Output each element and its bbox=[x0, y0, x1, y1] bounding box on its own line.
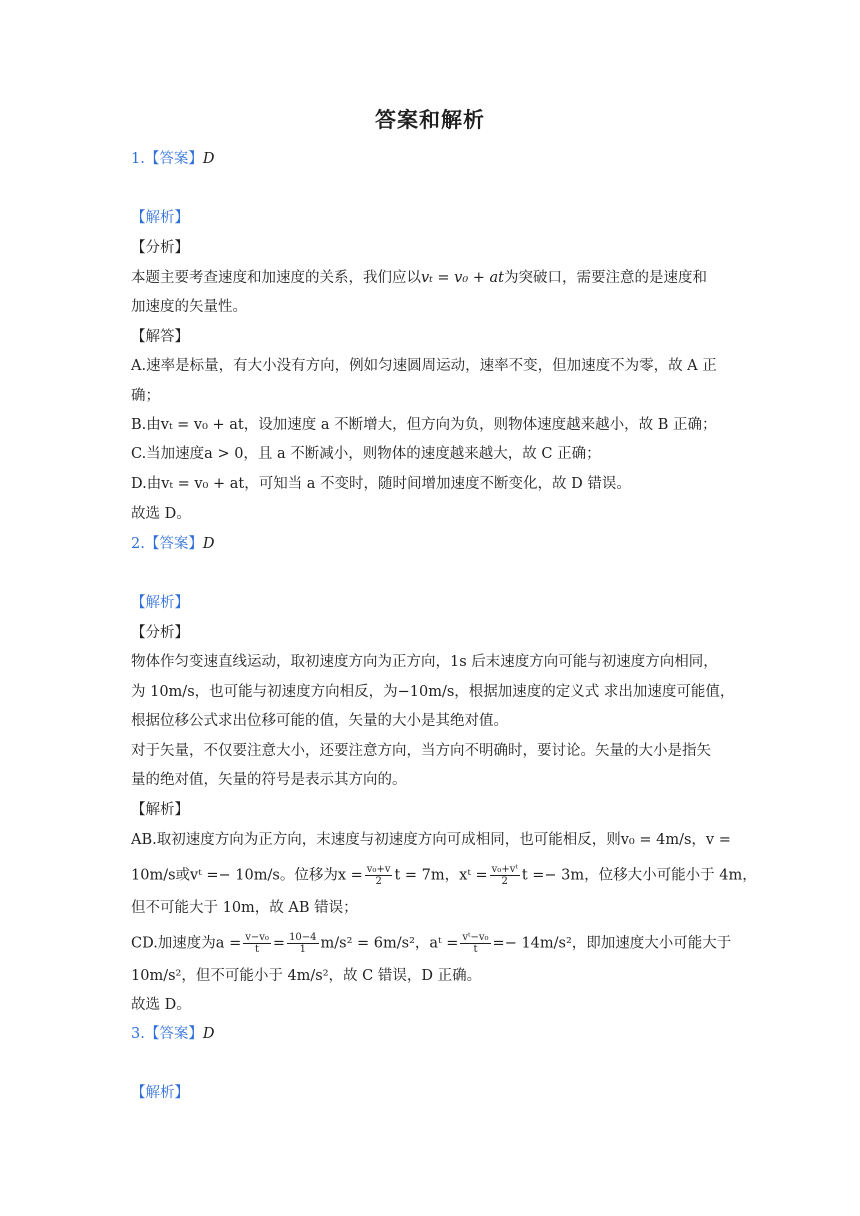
q2-number: 2. bbox=[131, 536, 145, 552]
q2-cd-fraction-2-den: 1 bbox=[299, 944, 306, 955]
q2-ab-line1: AB.取初速度方向为正方向，末速度与初速度方向可成相同，也可能相反，则v₀ = 4m/s，v = bbox=[131, 832, 731, 848]
q2-ab-fraction-2 bbox=[490, 864, 520, 887]
q2-fenxi-p5: 量的绝对值，矢量的符号是表示其方向的。 bbox=[131, 772, 407, 788]
q2-cd-line2: 10m/s²，但不可能小于 4m/s²，故 C 错误，D 正确。 bbox=[131, 968, 482, 984]
q1-fenxi-heading: 【分析】 bbox=[131, 240, 189, 256]
q2-ab-fraction-2-num: v₀+vᵗ bbox=[491, 864, 518, 875]
q2-cd-fraction-1 bbox=[243, 932, 271, 955]
q3-answer-value: D bbox=[202, 1026, 215, 1042]
q3-jiexi-heading: 【解析】 bbox=[131, 1085, 189, 1101]
q2-cd-text-b: = bbox=[272, 935, 286, 952]
q1-option-a-line1: A.速率是标量，有大小没有方向，例如匀速圆周运动，速率不变，但加速度不为零，故 A 正 bbox=[131, 358, 717, 374]
q2-fenxi-p3: 根据位移公式求出位移可能的值，矢量的大小是其绝对值。 bbox=[131, 713, 508, 729]
q1-jiexi-heading: 【解析】 bbox=[131, 210, 189, 226]
q2-cd-fraction-3-num: vᵗ−v₀ bbox=[462, 932, 489, 943]
q2-ab-fraction-1 bbox=[365, 864, 393, 887]
q1-option-d: D.由vₜ = v₀ + at，可知当 a 不变时，随时间增加速度不断变化，故 D 错误。 bbox=[131, 476, 631, 492]
q2-jiexi2-heading: 【解析】 bbox=[131, 802, 189, 818]
q1-answer-header bbox=[131, 149, 214, 169]
q2-cd-fraction-3 bbox=[460, 932, 490, 955]
q2-cd-fraction-2-num: 10−4 bbox=[289, 932, 317, 943]
q2-cd-fraction-1-num: v−v₀ bbox=[245, 932, 269, 943]
q1-number: 1. bbox=[131, 151, 145, 167]
q1-jieda-heading: 【解答】 bbox=[131, 329, 189, 345]
q2-ab-line2 bbox=[131, 864, 757, 887]
q1-choose: 故选 D。 bbox=[131, 506, 191, 522]
q2-ab-fraction-1-num: v₀+v bbox=[366, 864, 391, 875]
q1-answer-value: D bbox=[202, 151, 215, 167]
q3-number: 3. bbox=[131, 1026, 145, 1042]
q3-answer-tag: 【答案】 bbox=[144, 1026, 203, 1042]
q2-cd-text-d: =− 14m/s²，即加速度大小可能大于 bbox=[492, 935, 732, 952]
q2-cd-text-a: CD.加速度为a = bbox=[131, 935, 242, 952]
q1-fenxi-text-b: 为突破口，需要注意的是速度和 bbox=[503, 270, 707, 286]
q3-answer-header bbox=[131, 1024, 214, 1044]
q2-cd-line1 bbox=[131, 932, 731, 955]
q1-fenxi-formula: vₜ = v₀ + at bbox=[421, 270, 504, 286]
q2-ab-fraction-2-den: 2 bbox=[501, 876, 508, 887]
q2-cd-fraction-2 bbox=[287, 932, 318, 955]
q2-answer-value: D bbox=[202, 536, 215, 552]
q2-ab-text-b: t = 7m，xᵗ = bbox=[394, 867, 488, 884]
q1-fenxi-line1 bbox=[131, 268, 707, 288]
q1-option-b: B.由vₜ = v₀ + at，设加速度 a 不断增大，但方向为负，则物体速度越来越小，故 B 正确； bbox=[131, 417, 717, 433]
q2-ab-fraction-1-den: 2 bbox=[375, 876, 382, 887]
q2-fenxi-p4: 对于矢量，不仅要注意大小，还要注意方向，当方向不明确时，要讨论。矢量的大小是指矢 bbox=[131, 743, 711, 759]
q2-cd-text-c: m/s² = 6m/s²，aᵗ = bbox=[320, 935, 459, 952]
q2-cd-fraction-1-den: t bbox=[255, 944, 260, 955]
q2-answer-tag: 【答案】 bbox=[144, 536, 203, 552]
page-title: 答案和解析 bbox=[375, 107, 485, 132]
q2-ab-text-a: 10m/s或vᵗ =− 10m/s。位移为x = bbox=[131, 867, 363, 884]
q1-option-c: C.当加速度a > 0，且 a 不断减小，则物体的速度越来越大，故 C 正确； bbox=[131, 446, 601, 462]
q2-fenxi-p2: 为 10m/s，也可能与初速度方向相反，为−10m/s，根据加速度的定义式 求出加速度可能值， bbox=[131, 684, 735, 700]
q2-cd-fraction-3-den: t bbox=[473, 944, 478, 955]
q2-ab-text-c: t =− 3m，位移大小可能小于 4m， bbox=[521, 867, 757, 884]
q2-fenxi-p1: 物体作匀变速直线运动，取初速度方向为正方向，1s 后末速度方向可能与初速度方向相同， bbox=[131, 654, 718, 670]
q1-fenxi-line2: 加速度的矢量性。 bbox=[131, 299, 247, 315]
q2-jiexi-heading: 【解析】 bbox=[131, 595, 189, 611]
q2-choose: 故选 D。 bbox=[131, 997, 191, 1013]
q2-answer-header bbox=[131, 534, 214, 554]
q1-option-a-line2: 确； bbox=[131, 388, 160, 404]
q1-fenxi-text-a: 本题主要考查速度和加速度的关系，我们应以 bbox=[131, 270, 421, 286]
q2-ab-line3: 但不可能大于 10m，故 AB 错误； bbox=[131, 900, 358, 916]
q2-fenxi-heading: 【分析】 bbox=[131, 625, 189, 641]
q1-answer-tag: 【答案】 bbox=[144, 151, 203, 167]
